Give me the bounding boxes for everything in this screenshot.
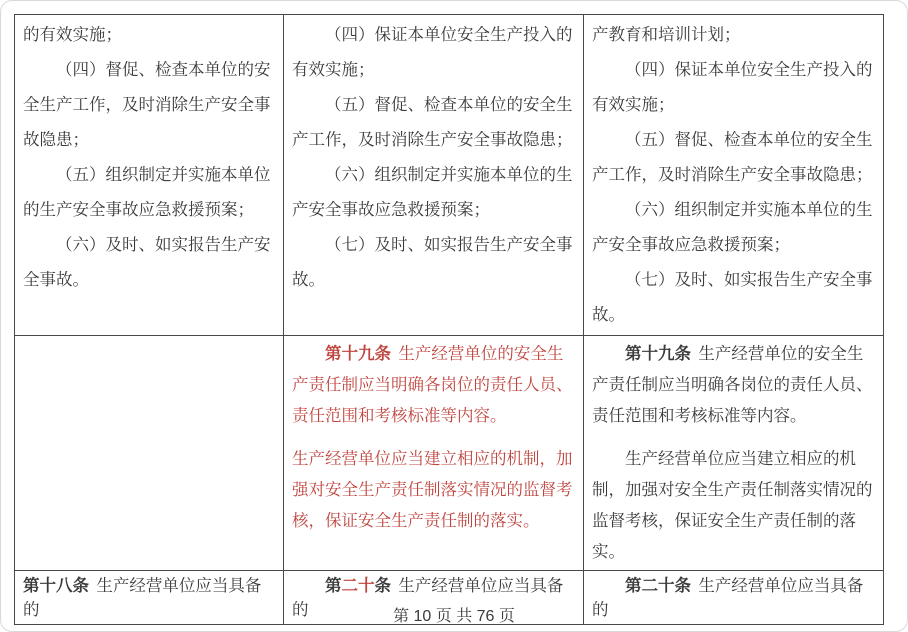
table-row-article19 [15,336,884,571]
cell-r2-c2-amended [284,336,584,571]
cell-r1-c1 [15,15,284,336]
article-number: 第十八条 [23,577,89,595]
article-number-changed: 二十 [341,577,375,595]
law-paragraph: （五）督促、检查本单位的安全生产工作，及时消除生产安全事故隐患； [592,131,873,184]
law-paragraph: （七）及时、如实报告生产安全事故。 [292,236,573,289]
law-paragraph: （四）保证本单位安全生产投入的有效实施； [292,26,573,79]
law-paragraph: 的有效实施； [23,26,122,44]
law-text: 生产经营单位的安全生产责任制应当明确各岗位的责任人员、责任范围和考核标准等内容。 [292,345,573,425]
article-number: 第十九条 [625,345,691,363]
law-paragraph: （六）组织制定并实施本单位的生产安全事故应急救援预案； [292,166,573,219]
law-paragraph: （五）督促、检查本单位的安全生产工作，及时消除生产安全事故隐患； [292,96,573,149]
law-text: 生产经营单位应当具备的 [292,577,564,619]
law-paragraph: 产教育和培训计划； [592,26,741,44]
article-number: 条 [374,577,391,595]
law-paragraph: （六）组织制定并实施本单位的生产安全事故应急救援预案； [592,201,873,254]
law-paragraph: （六）及时、如实报告生产安全事故。 [23,236,271,289]
law-paragraph [292,339,575,432]
law-comparison-table [14,14,884,625]
article-number: 第十九条 [325,345,391,363]
law-paragraph: 生产经营单位应当建立相应的机制，加强对安全生产责任制落实情况的监督考核，保证安全生产责任制的落实。 [292,450,573,530]
article-number: 第二十条 [625,577,691,595]
law-paragraph: （四）督促、检查本单位的安全生产工作，及时消除生产安全事故隐患； [23,61,271,149]
law-text: 生产经营单位的安全生产责任制应当明确各岗位的责任人员、责任范围和考核标准等内容。 [592,345,873,425]
cell-r1-c3 [584,15,884,336]
law-paragraph: （四）保证本单位安全生产投入的有效实施； [592,61,873,114]
law-text: 生产经营单位应当具备的 [23,577,262,619]
cell-r2-c1-empty [15,336,284,571]
law-paragraph [592,339,875,432]
law-paragraph: （七）及时、如实报告生产安全事故。 [592,271,873,324]
law-paragraph: 生产经营单位应当建立相应的机制，加强对安全生产责任制落实情况的监督考核，保证安全生产责任制的落实。 [592,450,873,561]
cell-r1-c2 [284,15,584,336]
article-number: 第 [325,577,342,595]
law-paragraph: （五）组织制定并实施本单位的生产安全事故应急救援预案； [23,166,271,219]
law-text: 生产经营单位应当具备的 [592,577,864,619]
page-number: 第 10 页 共 76 页 [393,608,515,625]
table-row-duties [15,15,884,336]
cell-r2-c3 [584,336,884,571]
